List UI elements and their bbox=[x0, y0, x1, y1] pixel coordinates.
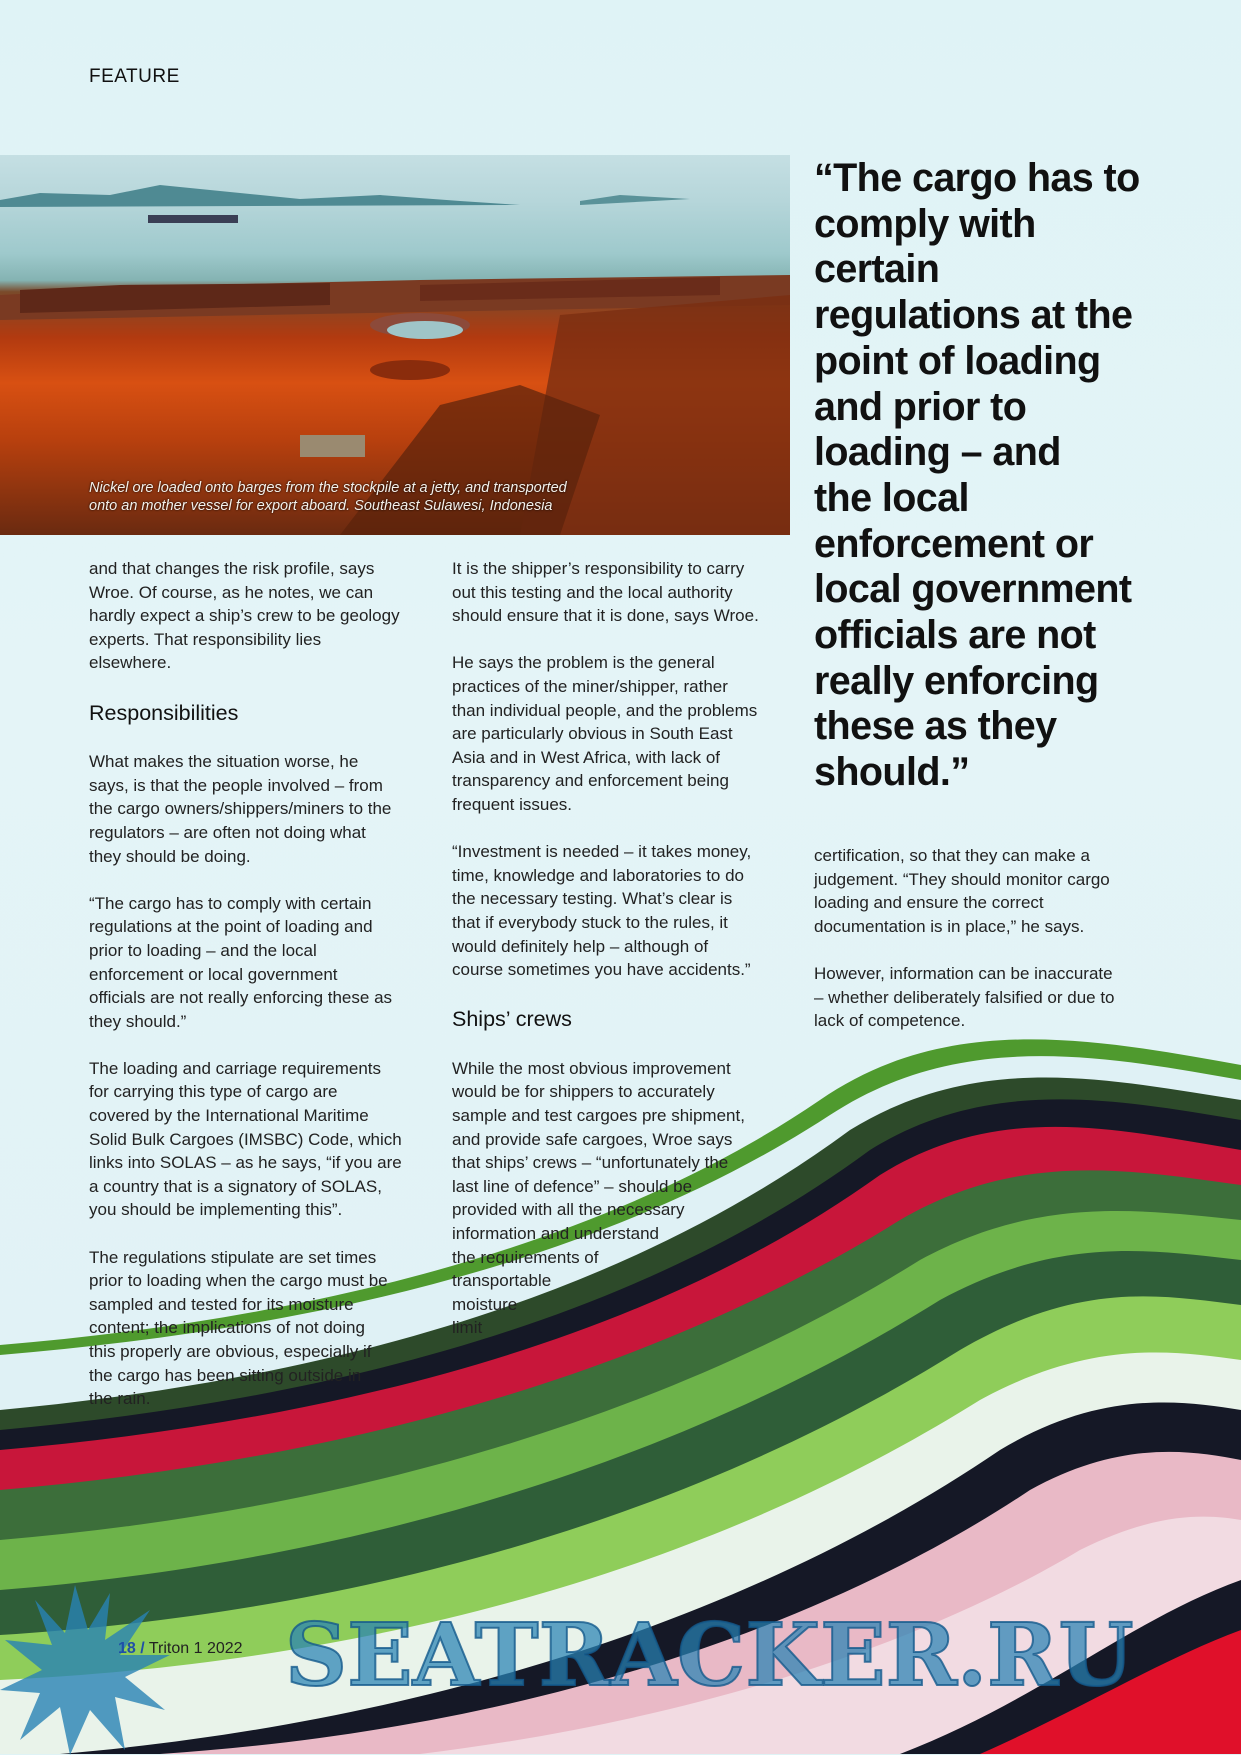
watermark-star-icon bbox=[0, 1585, 180, 1755]
article-column-2 bbox=[452, 557, 812, 1364]
paragraph: and that changes the risk profile, says Wroe. Of course, as he notes, we can hardly expect a ship’s crew to be geology experts. That responsibility lies elsewhere. bbox=[89, 559, 400, 673]
paragraph: “The cargo has to comply with certain regulations at the point of loading and prior to loading – and the local enforcement or local government officials are not really enforcing these as they should.” bbox=[89, 893, 393, 1031]
paragraph: However, information can be inaccurate – whether deliberately falsified or due to lack of competence. bbox=[814, 963, 1115, 1031]
paragraph: What makes the situation worse, he says, is that the people involved – from the cargo owners/shippers/miners to the regulators – are often not doing what they should be doing. bbox=[89, 752, 392, 866]
subheading-ships-crews: Ships’ crews bbox=[452, 1007, 572, 1032]
page-footer bbox=[118, 1640, 243, 1658]
page-number: 18 / bbox=[118, 1640, 145, 1657]
section-label: FEATURE bbox=[89, 66, 180, 87]
photo-caption: Nickel ore loaded onto barges from the stockpile at a jetty, and transported onto an mother vessel for export aboard. Southeast Sulawesi, Indonesia bbox=[89, 480, 567, 514]
paragraph: He says the problem is the general practices of the miner/shipper, rather than individual people, and the problems are particularly obvious in South East Asia and in West Africa, with lack of transparency and enforcement being frequent issues. bbox=[452, 653, 758, 814]
subheading-responsibilities: Responsibilities bbox=[89, 700, 239, 725]
watermark: SEATRACKER.RU bbox=[285, 1605, 1134, 1706]
article-column-3 bbox=[814, 844, 1174, 1056]
publication-issue: Triton 1 2022 bbox=[148, 1640, 243, 1657]
pull-quote: “The cargo has to comply with certain regulations at the point of loading and prior to loading – and the local enforcement or local government officials are not really enforcing these as they should.” bbox=[814, 156, 1140, 795]
paragraph: certification, so that they can make a judgement. “They should monitor cargo loading and ensure the correct documentation is in place,” he says. bbox=[814, 846, 1110, 936]
paragraph: It is the shipper’s responsibility to carry out this testing and the local authority should ensure that it is done, says Wroe. bbox=[452, 559, 759, 626]
paragraph: The regulations stipulate are set times prior to loading when the cargo must be sampled and tested for its moisture content; the implications of not doing this properly are obvious, especially if the cargo has been sitting outside in the rain. bbox=[89, 1247, 388, 1409]
paragraph: “Investment is needed – it takes money, time, knowledge and laboratories to do the necessary testing. What’s clear is that if everybody stuck to the rules, it would definitely help – although of course sometimes you have accidents.” bbox=[452, 842, 752, 980]
article-column-1 bbox=[89, 557, 449, 1434]
feature-photo bbox=[0, 155, 790, 535]
paragraph: While the most obvious improvement would be for shippers to accurately sample and test cargoes pre shipment, and provide safe cargoes, Wroe says that ships’ crews – “unfortunately the last line of defence” – should be provided with all the necessary information and understand the requirements of transportable moisture limit bbox=[452, 1058, 745, 1338]
photo-illustration bbox=[0, 155, 790, 535]
paragraph: The loading and carriage requirements for carrying this type of cargo are covered by the International Maritime Solid Bulk Cargoes (IMSBC) Code, which links into SOLAS – as he says, “if you are a country that is a signatory of SOLAS, you should be implementing this”. bbox=[89, 1058, 402, 1220]
